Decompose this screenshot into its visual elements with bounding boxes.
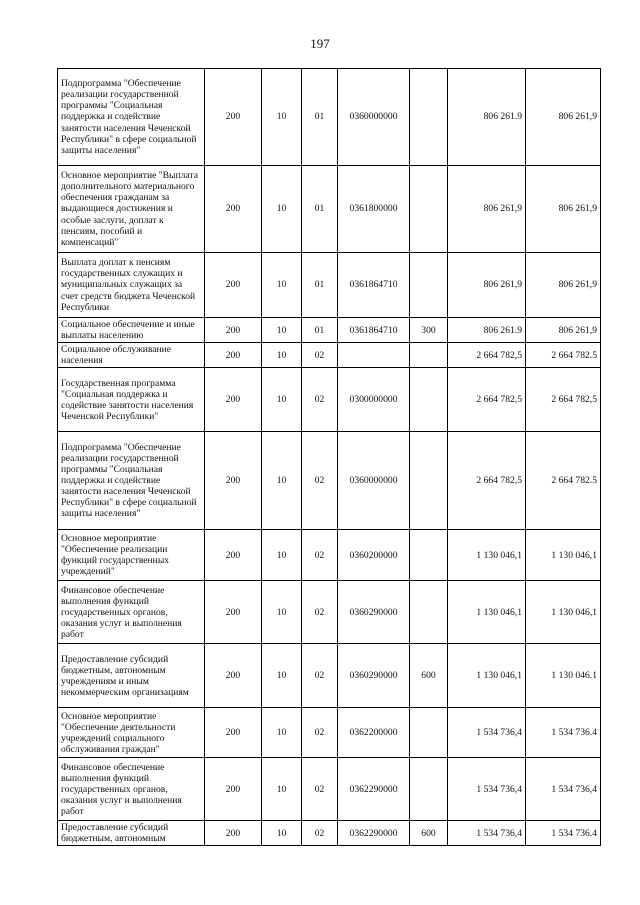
row-pr: 02 — [302, 343, 338, 368]
row-csr — [338, 343, 410, 368]
row-rz: 10 — [262, 581, 302, 644]
row-ved: 200 — [205, 166, 262, 253]
row-rz: 10 — [262, 343, 302, 368]
row-sum-1: 806 261.9 — [448, 69, 526, 166]
row-sum-1: 806 261.9 — [448, 318, 526, 343]
row-pr: 01 — [302, 253, 338, 318]
row-vr — [410, 432, 448, 530]
row-sum-2: 1 130 046,1 — [526, 530, 601, 581]
row-csr: 0361800000 — [338, 166, 410, 253]
row-vr: 600 — [410, 821, 448, 846]
row-pr: 02 — [302, 644, 338, 708]
row-csr: 0360000000 — [338, 432, 410, 530]
row-csr: 0360000000 — [338, 69, 410, 166]
row-pr: 01 — [302, 69, 338, 166]
row-name: Предоставление субсидий бюджетным, автономным учреждениям и иным некоммерческим организациям — [58, 644, 205, 708]
row-rz: 10 — [262, 166, 302, 253]
row-sum-2: 2 664 782.5 — [526, 343, 601, 368]
table-row — [58, 644, 601, 708]
row-ved: 200 — [205, 253, 262, 318]
row-sum-1: 2 664 782,5 — [448, 368, 526, 432]
table-row — [58, 69, 601, 166]
row-name: Социальное обслуживание населения — [58, 343, 205, 368]
row-pr: 02 — [302, 581, 338, 644]
row-name: Социальное обеспечение и иные выплаты населению — [58, 318, 205, 343]
row-sum-1: 1 130 046,1 — [448, 530, 526, 581]
row-rz: 10 — [262, 530, 302, 581]
row-csr: 0362290000 — [338, 821, 410, 846]
row-vr — [410, 581, 448, 644]
row-rz: 10 — [262, 318, 302, 343]
row-csr: 0362200000 — [338, 708, 410, 758]
row-pr: 02 — [302, 758, 338, 821]
row-vr: 600 — [410, 644, 448, 708]
row-sum-1: 1 130 046,1 — [448, 644, 526, 708]
row-rz: 10 — [262, 69, 302, 166]
row-ved: 200 — [205, 530, 262, 581]
row-sum-1: 806 261,9 — [448, 166, 526, 253]
table-row — [58, 368, 601, 432]
row-vr — [410, 253, 448, 318]
table-row — [58, 758, 601, 821]
row-pr: 02 — [302, 708, 338, 758]
row-csr: 0362290000 — [338, 758, 410, 821]
row-sum-2: 806 261,9 — [526, 166, 601, 253]
row-ved: 200 — [205, 644, 262, 708]
budget-table — [57, 68, 601, 846]
row-name: Подпрограмма "Обеспечение реализации государственной программы "Социальная поддержка и содействие занятости населения Чеченской Республики" в сфере социальной защиты населения" — [58, 69, 205, 166]
row-rz: 10 — [262, 758, 302, 821]
row-csr: 0300000000 — [338, 368, 410, 432]
row-csr: 0360290000 — [338, 581, 410, 644]
row-vr — [410, 708, 448, 758]
row-ved: 200 — [205, 581, 262, 644]
table-row — [58, 530, 601, 581]
row-rz: 10 — [262, 821, 302, 846]
row-ved: 200 — [205, 368, 262, 432]
row-name: Государственная программа "Социальная поддержка и содействие занятости населения Чеченской Республики" — [58, 368, 205, 432]
row-sum-1: 2 664 782,5 — [448, 432, 526, 530]
row-sum-2: 1 534 736,4 — [526, 758, 601, 821]
row-name: Основное мероприятие "Выплата дополнительного материального обеспечения гражданам за выдающиеся достижения и особые заслуги, доплат к пенсиям, пособий и компенсаций" — [58, 166, 205, 253]
row-sum-2: 1 130 046,1 — [526, 581, 601, 644]
table-row — [58, 253, 601, 318]
row-pr: 01 — [302, 318, 338, 343]
row-rz: 10 — [262, 253, 302, 318]
row-ved: 200 — [205, 432, 262, 530]
row-rz: 10 — [262, 644, 302, 708]
row-rz: 10 — [262, 432, 302, 530]
row-name: Финансовое обеспечение выполнения функций государственных органов, оказания услуг и выполнения работ — [58, 581, 205, 644]
row-sum-2: 2 664 782.5 — [526, 432, 601, 530]
row-sum-1: 806 261,9 — [448, 253, 526, 318]
table-row — [58, 343, 601, 368]
row-csr: 0360290000 — [338, 644, 410, 708]
row-pr: 01 — [302, 166, 338, 253]
row-vr — [410, 343, 448, 368]
table-row — [58, 432, 601, 530]
row-rz: 10 — [262, 708, 302, 758]
row-vr — [410, 368, 448, 432]
row-name: Предоставление субсидий бюджетным, автономным — [58, 821, 205, 846]
row-name: Основное мероприятие "Обеспечение реализации функций государственных учреждений" — [58, 530, 205, 581]
row-sum-2: 2 664 782,5 — [526, 368, 601, 432]
row-ved: 200 — [205, 758, 262, 821]
row-sum-1: 1 534 736,4 — [448, 708, 526, 758]
row-name: Подпрограмма "Обеспечение реализации государственной программы "Социальная поддержка и содействие занятости населения Чеченской Республики" в сфере социальной защиты населения" — [58, 432, 205, 530]
row-ved: 200 — [205, 343, 262, 368]
page-number: 197 — [310, 36, 330, 51]
table-row — [58, 581, 601, 644]
row-vr — [410, 69, 448, 166]
table-row — [58, 708, 601, 758]
row-sum-2: 806 261,9 — [526, 69, 601, 166]
row-sum-1: 1 534 736,4 — [448, 821, 526, 846]
row-sum-1: 1 534 736,4 — [448, 758, 526, 821]
table-row — [58, 166, 601, 253]
row-sum-1: 1 130 046,1 — [448, 581, 526, 644]
row-vr: 300 — [410, 318, 448, 343]
row-sum-2: 1 130 046.1 — [526, 644, 601, 708]
row-vr — [410, 530, 448, 581]
row-rz: 10 — [262, 368, 302, 432]
row-name: Выплата доплат к пенсиям государственных служащих и муниципальных служащих за счет средств бюджета Чеченской Республики — [58, 253, 205, 318]
table-row — [58, 318, 601, 343]
row-pr: 02 — [302, 821, 338, 846]
table-row — [58, 821, 601, 846]
row-sum-2: 806 261,9 — [526, 253, 601, 318]
row-csr: 0361864710 — [338, 318, 410, 343]
row-ved: 200 — [205, 708, 262, 758]
row-csr: 0361864710 — [338, 253, 410, 318]
row-ved: 200 — [205, 318, 262, 343]
row-sum-2: 806 261,9 — [526, 318, 601, 343]
row-sum-2: 1 534 736.4 — [526, 708, 601, 758]
row-name: Основное мероприятие "Обеспечение деятельности учреждений социального обслуживания граждан" — [58, 708, 205, 758]
row-pr: 02 — [302, 530, 338, 581]
row-vr — [410, 166, 448, 253]
row-sum-1: 2 664 782,5 — [448, 343, 526, 368]
row-ved: 200 — [205, 821, 262, 846]
row-vr — [410, 758, 448, 821]
row-csr: 0360200000 — [338, 530, 410, 581]
row-ved: 200 — [205, 69, 262, 166]
row-name: Финансовое обеспечение выполнения функций государственных органов, оказания услуг и выполнения работ — [58, 758, 205, 821]
row-sum-2: 1 534 736.4 — [526, 821, 601, 846]
row-pr: 02 — [302, 368, 338, 432]
row-pr: 02 — [302, 432, 338, 530]
